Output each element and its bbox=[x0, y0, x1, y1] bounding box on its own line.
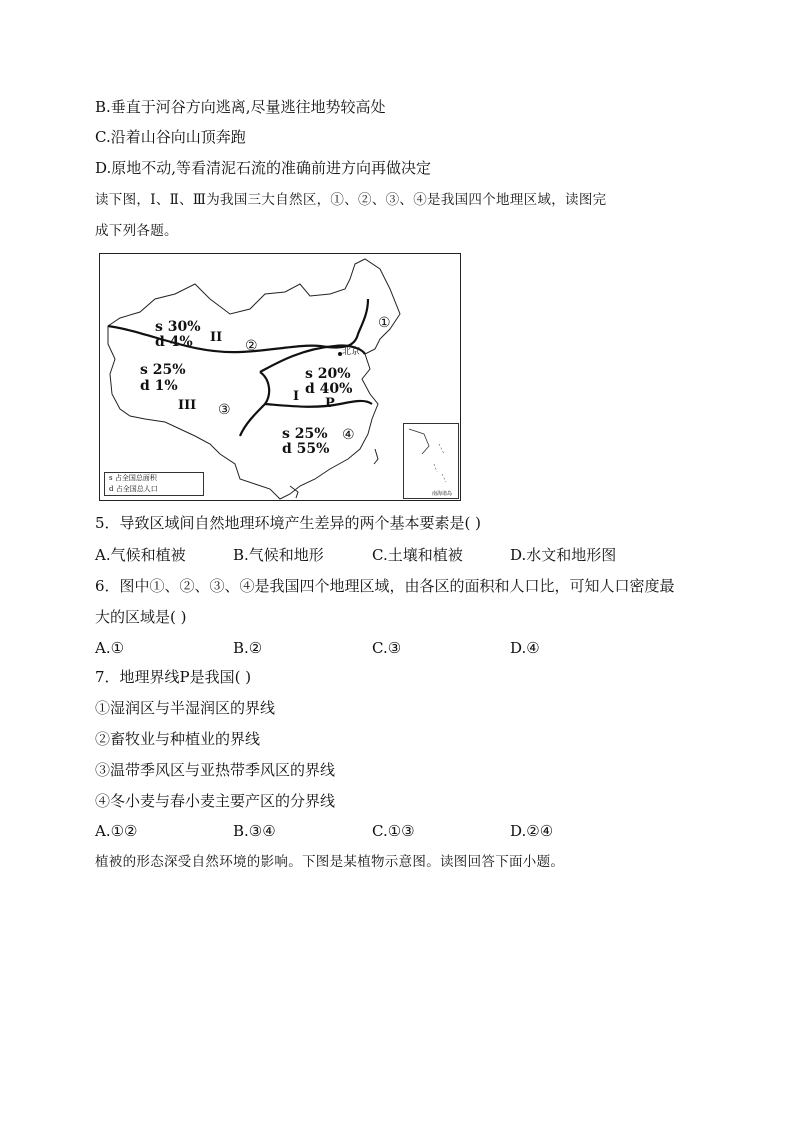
taiwan-outline bbox=[374, 449, 378, 464]
region-i-label: I bbox=[293, 389, 300, 404]
inset-outline bbox=[404, 424, 458, 498]
q5-option-a: A.气候和植被 bbox=[95, 546, 186, 564]
region-3-number: ③ bbox=[218, 402, 231, 418]
hainan-outline bbox=[290, 486, 298, 498]
region-4-area: s 25% bbox=[282, 426, 328, 442]
q5-stem: 5．导致区域间自然地理环境产生差异的两个基本要素是( ) bbox=[95, 514, 482, 532]
region-1c-pop: d 40% bbox=[305, 381, 353, 397]
intro-line-2: 成下列各题。 bbox=[95, 223, 178, 239]
q6-option-d: D.④ bbox=[510, 639, 540, 657]
option-c-text: C.沿着山谷向山顶奔跑 bbox=[95, 128, 246, 146]
south-china-sea-inset bbox=[403, 423, 459, 499]
map-legend bbox=[104, 472, 204, 496]
beijing-label: 北京 bbox=[342, 347, 361, 357]
boundary-north bbox=[108, 299, 368, 352]
q6-stem-1: 6．图中①、②、③、④是我国四个地理区域，由各区的面积和人口比，可知人口密度最 bbox=[95, 577, 675, 595]
q6-option-c: C.③ bbox=[372, 639, 402, 657]
q7-option-d: D.②④ bbox=[510, 822, 554, 840]
region-2-number: ② bbox=[245, 338, 258, 354]
option-d-text: D.原地不动,等看清泥石流的准确前进方向再做决定 bbox=[95, 159, 432, 177]
q5-option-b: B.气候和地形 bbox=[233, 546, 324, 564]
region-3-pop: d 1% bbox=[140, 378, 178, 394]
boundary-p-line bbox=[265, 401, 372, 407]
q7-statement-1: ①湿润区与半湿润区的界线 bbox=[95, 699, 276, 717]
legend-d: d 占全国总人口 bbox=[109, 485, 158, 493]
inset-label: 南海诸岛 bbox=[432, 491, 453, 497]
q6-option-a: A.① bbox=[95, 639, 125, 657]
region-2-pop: d 4% bbox=[155, 334, 193, 350]
region-1c-area: s 20% bbox=[305, 366, 351, 382]
region-3-area: s 25% bbox=[140, 362, 186, 378]
q7-statement-2: ②畜牧业与种植业的界线 bbox=[95, 730, 261, 748]
region-2-area: s 30% bbox=[155, 319, 201, 335]
q6-option-b: B.② bbox=[233, 639, 263, 657]
q7-statement-4: ④冬小麦与春小麦主要产区的分界线 bbox=[95, 792, 336, 810]
q6-stem-2: 大的区域是( ) bbox=[95, 608, 187, 626]
q7-stem: 7．地理界线P是我国( ) bbox=[95, 668, 252, 686]
region-4-number: ④ bbox=[342, 427, 355, 443]
q7-statement-3: ③温带季风区与亚热带季风区的界线 bbox=[95, 761, 336, 779]
q7-option-a: A.①② bbox=[95, 822, 138, 840]
q7-option-c: C.①③ bbox=[372, 822, 415, 840]
boundary-southwest bbox=[240, 372, 269, 436]
region-iii-label: III bbox=[178, 398, 197, 413]
region-4-pop: d 55% bbox=[282, 441, 330, 457]
q5-option-c: C.土壤和植被 bbox=[372, 546, 463, 564]
intro-line-1: 读下图，Ⅰ、Ⅱ、Ⅲ为我国三大自然区，①、②、③、④是我国四个地理区域，读图完 bbox=[95, 192, 607, 208]
option-b-text: B.垂直于河谷方向逃离,尽量逃往地势较高处 bbox=[95, 98, 386, 116]
legend-s: s 占全国总面积 bbox=[109, 474, 157, 482]
region-1-number: ① bbox=[378, 315, 391, 331]
china-regions-map bbox=[99, 253, 461, 501]
line-p-label: P bbox=[325, 396, 335, 411]
closing-text: 植被的形态深受自然环境的影响。下图是某植物示意图。读图回答下面小题。 bbox=[95, 854, 565, 870]
q5-option-d: D.水文和地形图 bbox=[510, 546, 617, 564]
q7-option-b: B.③④ bbox=[233, 822, 276, 840]
region-ii-label: II bbox=[210, 330, 223, 345]
